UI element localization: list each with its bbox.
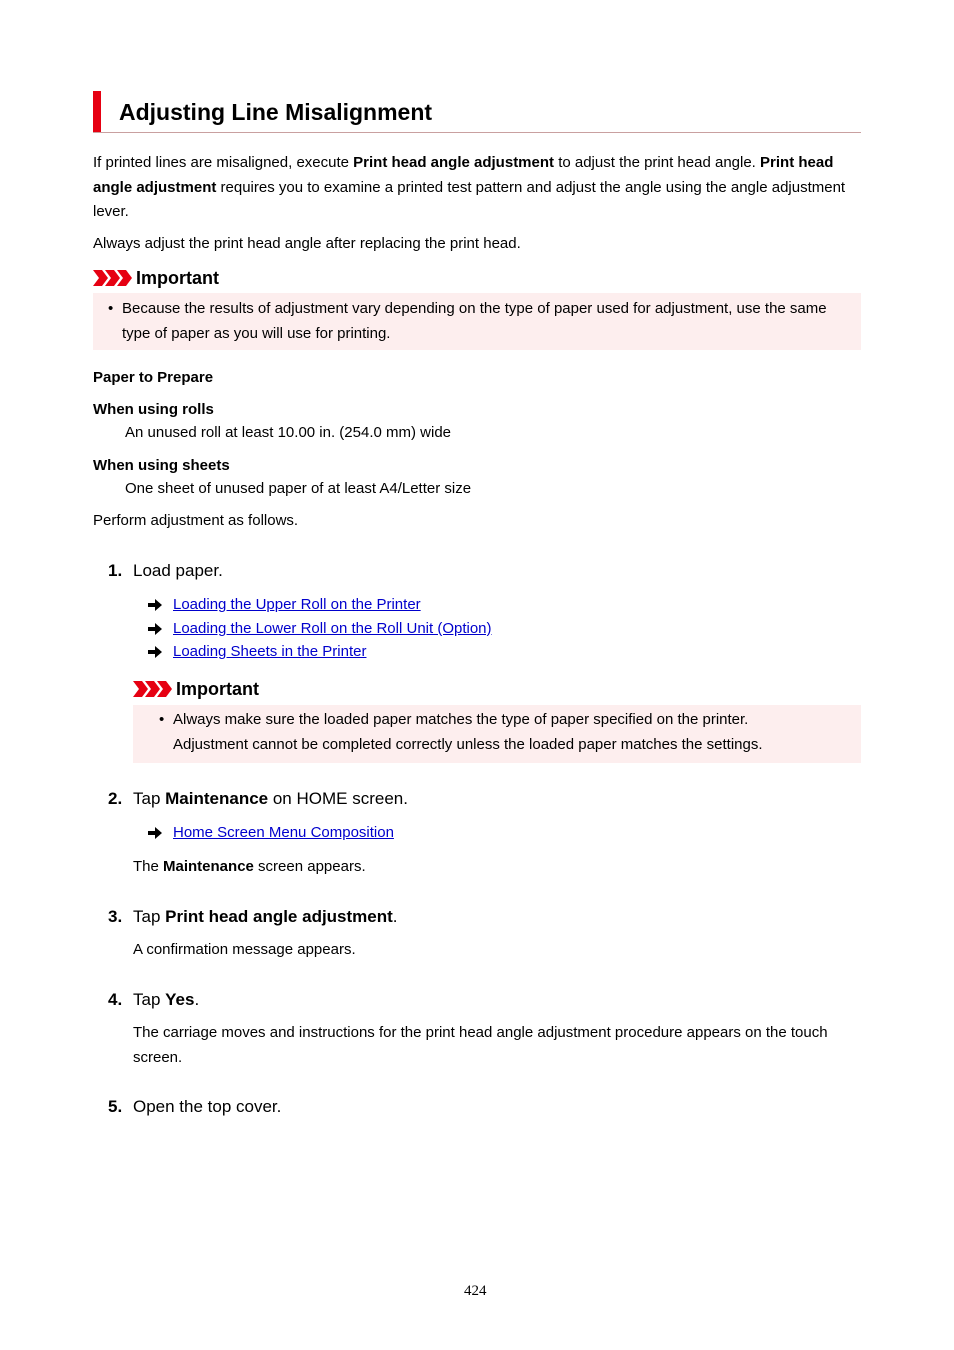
- right-arrow-icon: [148, 827, 162, 839]
- link-loading-upper-roll[interactable]: Loading the Upper Roll on the Printer: [173, 596, 421, 613]
- triple-chevron-icon: [93, 270, 133, 286]
- title-accent-bar: [93, 91, 101, 133]
- rolls-text: An unused roll at least 10.00 in. (254.0 mm) wide: [125, 424, 452, 441]
- step-number: 4.: [108, 990, 123, 1009]
- link-loading-lower-roll[interactable]: Loading the Lower Roll on the Roll Unit (Option): [173, 620, 492, 637]
- step-text: Tap Maintenance on HOME screen.: [133, 789, 408, 808]
- intro-bold-term: Print head angle adjustment: [353, 154, 555, 171]
- step-number: 1.: [108, 561, 123, 580]
- step-text: Tap Print head angle adjustment.: [133, 907, 398, 926]
- step-text: Tap Yes.: [133, 990, 200, 1009]
- intro-bold-term: Print head angle adjustment: [93, 154, 834, 196]
- step-number: 5.: [108, 1097, 123, 1116]
- step-text: Load paper.: [133, 561, 223, 580]
- important-heading: Important: [136, 268, 219, 288]
- sheets-text: One sheet of unused paper of at least A4/Letter size: [125, 480, 472, 497]
- right-arrow-icon: [148, 646, 162, 658]
- important-text: Always make sure the loaded paper matches the type of paper specified on the printer. Adjustment cannot be completed correctly unless the loaded paper matches the settings.: [173, 711, 763, 753]
- step-result: A confirmation message appears.: [133, 941, 356, 958]
- intro-text: to adjust the print head angle.: [554, 154, 761, 171]
- sheets-label: When using sheets: [93, 457, 230, 474]
- step-number: 3.: [108, 907, 123, 926]
- title-underline: [93, 132, 861, 133]
- important-text: Because the results of adjustment vary depending on the type of paper used for adjustment, use the same type of paper as you will use for printing.: [122, 300, 827, 342]
- paper-heading: Paper to Prepare: [93, 369, 214, 386]
- intro-text: requires you to examine a printed test pattern and adjust the angle using the angle adjustment lever.: [93, 178, 846, 220]
- right-arrow-icon: [148, 599, 162, 611]
- step-text: Open the top cover.: [133, 1097, 282, 1116]
- intro-paragraph-2: Always adjust the print head angle after replacing the print head.: [93, 235, 521, 252]
- step-result: The carriage moves and instructions for the print head angle adjustment procedure appears on the touch screen.: [133, 1024, 828, 1066]
- bullet: •: [108, 300, 114, 317]
- intro-text: If printed lines are misaligned, execute: [93, 154, 354, 171]
- bullet: •: [159, 711, 165, 728]
- link-loading-sheets[interactable]: Loading Sheets in the Printer: [173, 643, 367, 660]
- important-heading: Important: [176, 679, 259, 699]
- link-home-screen-menu[interactable]: Home Screen Menu Composition: [173, 824, 394, 841]
- right-arrow-icon: [148, 623, 162, 635]
- intro-paragraph: [93, 151, 861, 225]
- step-result: The Maintenance screen appears.: [133, 858, 366, 875]
- triple-chevron-icon: [133, 681, 173, 697]
- step-number: 2.: [108, 789, 123, 808]
- perform-text: Perform adjustment as follows.: [93, 512, 299, 529]
- page-title: Adjusting Line Misalignment: [119, 99, 433, 125]
- page-number: 424: [464, 1283, 487, 1299]
- rolls-label: When using rolls: [93, 401, 214, 418]
